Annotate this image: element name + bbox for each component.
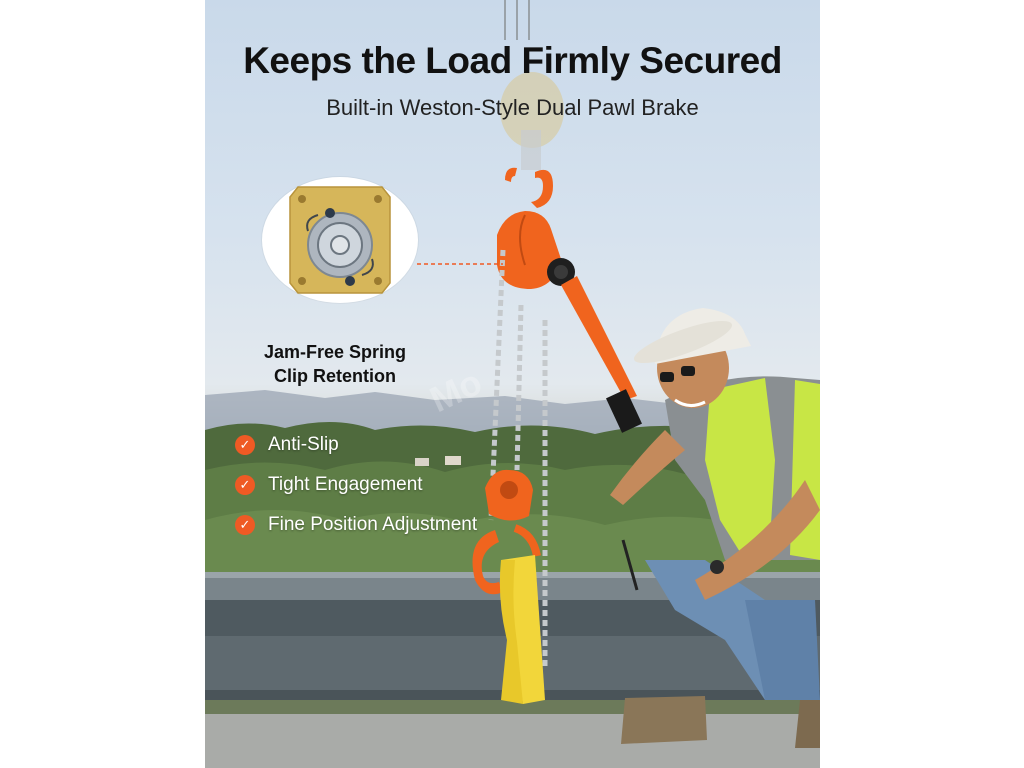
feature-text: Tight Engagement: [268, 474, 423, 495]
feature-item: [235, 465, 535, 505]
brake-detail-inset: [262, 177, 418, 303]
check-icon: ✓: [235, 475, 255, 495]
product-image: [205, 0, 820, 768]
feature-item: [235, 425, 535, 465]
inset-caption-line1: Jam-Free Spring: [263, 342, 407, 362]
feature-text: Fine Position Adjustment: [268, 514, 478, 535]
watermark-text: Mo: [423, 360, 489, 421]
brake-plate-illustration: [262, 177, 418, 303]
feature-text: Anti-Slip: [268, 434, 339, 455]
feature-item: [235, 505, 535, 545]
check-icon: ✓: [235, 515, 255, 535]
inset-caption-line2: Clip Retention: [274, 366, 396, 386]
feature-list: [235, 425, 535, 545]
subheadline: Built-in Weston-Style Dual Pawl Brake: [326, 95, 699, 120]
check-icon: ✓: [235, 435, 255, 455]
inset-caption: [235, 340, 435, 388]
headline: Keeps the Load Firmly Secured: [243, 40, 782, 81]
